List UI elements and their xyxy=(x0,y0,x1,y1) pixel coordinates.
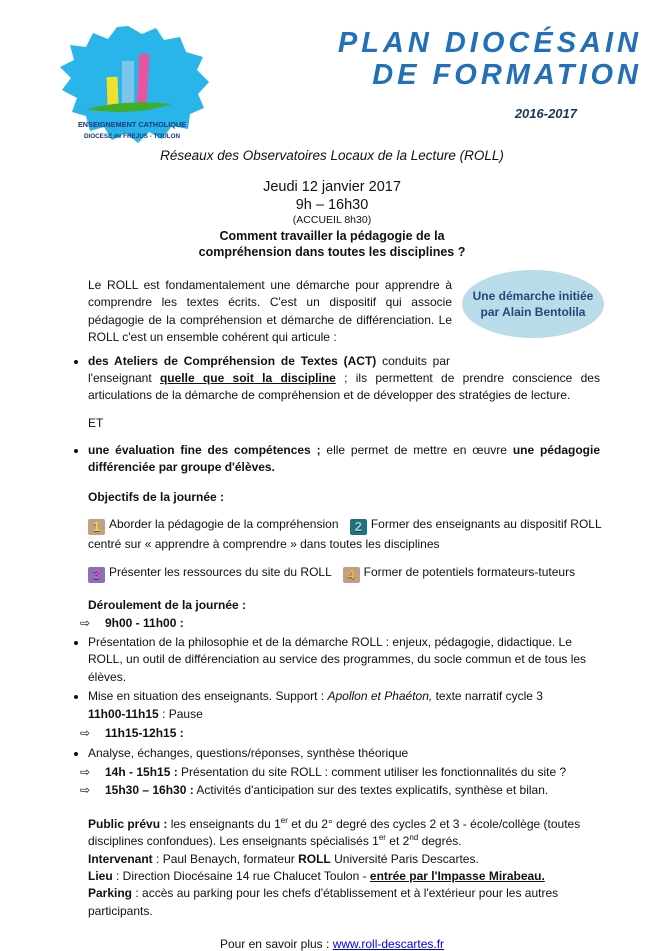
main-bullets xyxy=(0,353,664,405)
act-underlined: quelle que soit la discipline xyxy=(159,371,336,386)
parking-line xyxy=(88,885,600,920)
schedule-heading: Déroulement de la journée : xyxy=(88,597,247,612)
public-text-4: degrés. xyxy=(418,834,462,849)
objectives-row-2 xyxy=(88,563,608,583)
item2-italic-title: Apollon et Phaéton, xyxy=(327,689,433,704)
et-connector: ET xyxy=(88,415,104,430)
lieu-line xyxy=(88,868,600,885)
act-bold: des Ateliers de Compréhension de Textes (ACT) xyxy=(88,353,377,368)
parking-text-1: : accès au parking pour les chefs d'établissement et à l'extérieur pour les autres participants. xyxy=(88,886,559,918)
number-1-icon: 1 xyxy=(88,519,105,535)
page-title-line2: DE FORMATION xyxy=(372,58,642,91)
slot2-time: 11h15-12h15 : xyxy=(105,726,184,741)
slot3-time: 14h - 15h15 : xyxy=(105,764,178,779)
pause-time: 11h00-11h15 xyxy=(88,706,159,721)
schedule-item-presentation: • Présentation de la philosophie et de la démarche ROLL : enjeux, pédagogie, didactique. Le ROLL, un outil de différenciation au service des programmes, du socle commun et de tous les élèves. xyxy=(88,634,600,686)
eval-bold2: une pédagogie différenciée par groupe d'élèves. xyxy=(88,442,600,475)
public-line xyxy=(88,816,600,851)
sup-er: er xyxy=(280,815,288,825)
logo-diocese-text: DIOCESE de FREJUS - TOULON xyxy=(83,133,181,140)
public-text-1: les enseignants du 1 xyxy=(167,816,281,831)
event-theme-line1: Comment travailler la pédagogie de la xyxy=(219,229,445,243)
number-2-icon: 2 xyxy=(350,519,367,535)
lieu-label: Lieu xyxy=(88,868,113,883)
event-theme-line2: compréhension dans toutes les disciplines ? xyxy=(198,245,466,259)
schedule-item-analyse: • Analyse, échanges, questions/réponses, synthèse théorique xyxy=(88,745,600,762)
eval-bold1: une évaluation fine des compétences ; xyxy=(88,442,321,457)
intervenant-text-1: : Paul Benaych, formateur xyxy=(152,851,299,866)
header xyxy=(0,0,664,148)
event-hours: 9h – 16h30 xyxy=(295,197,369,213)
schedule-bullets-2 xyxy=(0,745,664,762)
diocese-logo xyxy=(50,24,214,151)
intro-section xyxy=(0,277,664,347)
arrow-right-icon: ⇨ xyxy=(80,615,91,630)
item2-text: Mise en situation des enseignants. Support : xyxy=(88,689,328,704)
schedule-slot-3 xyxy=(80,764,600,781)
subtitle-roll: Réseaux des Observatoires Locaux de la Lecture (ROLL) xyxy=(160,148,504,163)
schedule-item-mise-en-situation xyxy=(88,688,600,723)
sup-nd: nd xyxy=(409,833,419,843)
page-title-line1: PLAN DIOCÉSAIN xyxy=(337,27,642,59)
arrow-right-icon: ⇨ xyxy=(80,783,91,798)
arrow-right-icon: ⇨ xyxy=(80,726,91,741)
intervenant-text-2: Université Paris Descartes. xyxy=(330,851,479,866)
school-year: 2016-2017 xyxy=(514,106,577,121)
slot4-time: 15h30 – 16h30 : xyxy=(105,783,194,798)
intervenant-line xyxy=(88,851,600,868)
parking-label: Parking xyxy=(88,886,133,901)
main-bullets-2 xyxy=(0,442,664,477)
schedule-bullets-1 xyxy=(0,634,664,723)
arrow-right-icon: ⇨ xyxy=(80,764,91,779)
pause-line xyxy=(88,706,600,723)
intro-paragraph: Le ROLL est fondamentalement une démarche pour apprendre à comprendre les textes écrits. C'est un dispositif qui associe pédagogie de la compréhension et démarche de différenciation. Le ROLL c'est un ensemble cohérent qui articule : xyxy=(88,278,452,345)
pause-label: : Pause xyxy=(158,706,203,721)
slot3-text: Présentation du site ROLL : comment utiliser les fonctionnalités du site ? xyxy=(177,764,567,779)
objective-1-text: Aborder la pédagogie de la compréhension xyxy=(109,516,339,531)
logo-bar-yellow xyxy=(107,77,119,106)
footer-text: Pour en savoir plus : xyxy=(219,937,333,951)
sup-er: er xyxy=(378,833,386,843)
objective-2-text: Former des enseignants au dispositif ROLL centré sur « apprendre à comprendre » dans toutes les disciplines xyxy=(88,516,602,551)
page-title xyxy=(338,28,642,92)
roll-website-link[interactable]: www.roll-descartes.fr xyxy=(332,937,445,951)
diocese-logo-graphic xyxy=(50,24,214,148)
public-label: Public prévu : xyxy=(88,816,168,831)
bullet-act xyxy=(88,353,600,405)
act-text1: conduits par l'enseignant xyxy=(88,353,450,386)
item2-rest: texte narratif cycle 3 xyxy=(432,689,543,704)
slot4-text: Activités d'anticipation sur des textes explicatifs, synthèse et bilan. xyxy=(193,783,549,798)
intervenant-roll-bold: ROLL xyxy=(298,851,331,866)
number-4-icon: 4 xyxy=(343,567,360,583)
schedule-slot-2 xyxy=(80,725,600,742)
schedule-slot-4 xyxy=(80,782,600,799)
event-accueil: (ACCUEIL 8h30) xyxy=(292,214,372,226)
public-text-2: et du 2° degré des cycles 2 et 3 - école/collège (toutes disciplines confondues). Les enseignants spécialisés 1 xyxy=(88,816,581,849)
event-date: Jeudi 12 janvier 2017 xyxy=(263,179,401,195)
event-block xyxy=(0,178,664,260)
logo-org-text: ENSEIGNEMENT CATHOLIQUE xyxy=(77,120,187,129)
number-3-icon: 3 xyxy=(88,567,105,583)
schedule-slot-1 xyxy=(80,615,600,632)
objective-3-text: Présenter les ressources du site du ROLL xyxy=(109,564,332,579)
wrap-spacer xyxy=(450,353,600,359)
objective-4-text: Former de potentiels formateurs-tuteurs xyxy=(363,564,576,579)
lieu-text-1: : Direction Diocésaine 14 rue Chalucet Toulon - xyxy=(112,868,370,883)
objectives-heading: Objectifs de la journée : xyxy=(88,489,225,504)
slot1-time: 9h00 - 11h00 : xyxy=(105,615,184,630)
event-theme xyxy=(0,228,664,260)
lieu-entree-bold: entrée par l'Impasse Mirabeau. xyxy=(369,868,545,883)
footer xyxy=(0,937,664,951)
act-text2: ; ils permettent de prendre conscience des articulations de la démarche de compréhension et de développer des stratégies de lecture. xyxy=(88,371,600,403)
public-text-3: et 2 xyxy=(385,834,410,849)
practical-info xyxy=(88,816,600,920)
objectives-row-1 xyxy=(88,515,608,554)
logo-bar-blue xyxy=(122,61,134,106)
intervenant-label: Intervenant xyxy=(88,851,153,866)
bentolila-badge: Une démarche initiée par Alain Bentolila xyxy=(462,270,604,338)
eval-text1: elle permet de mettre en œuvre xyxy=(320,442,513,457)
bullet-evaluation xyxy=(88,442,600,477)
